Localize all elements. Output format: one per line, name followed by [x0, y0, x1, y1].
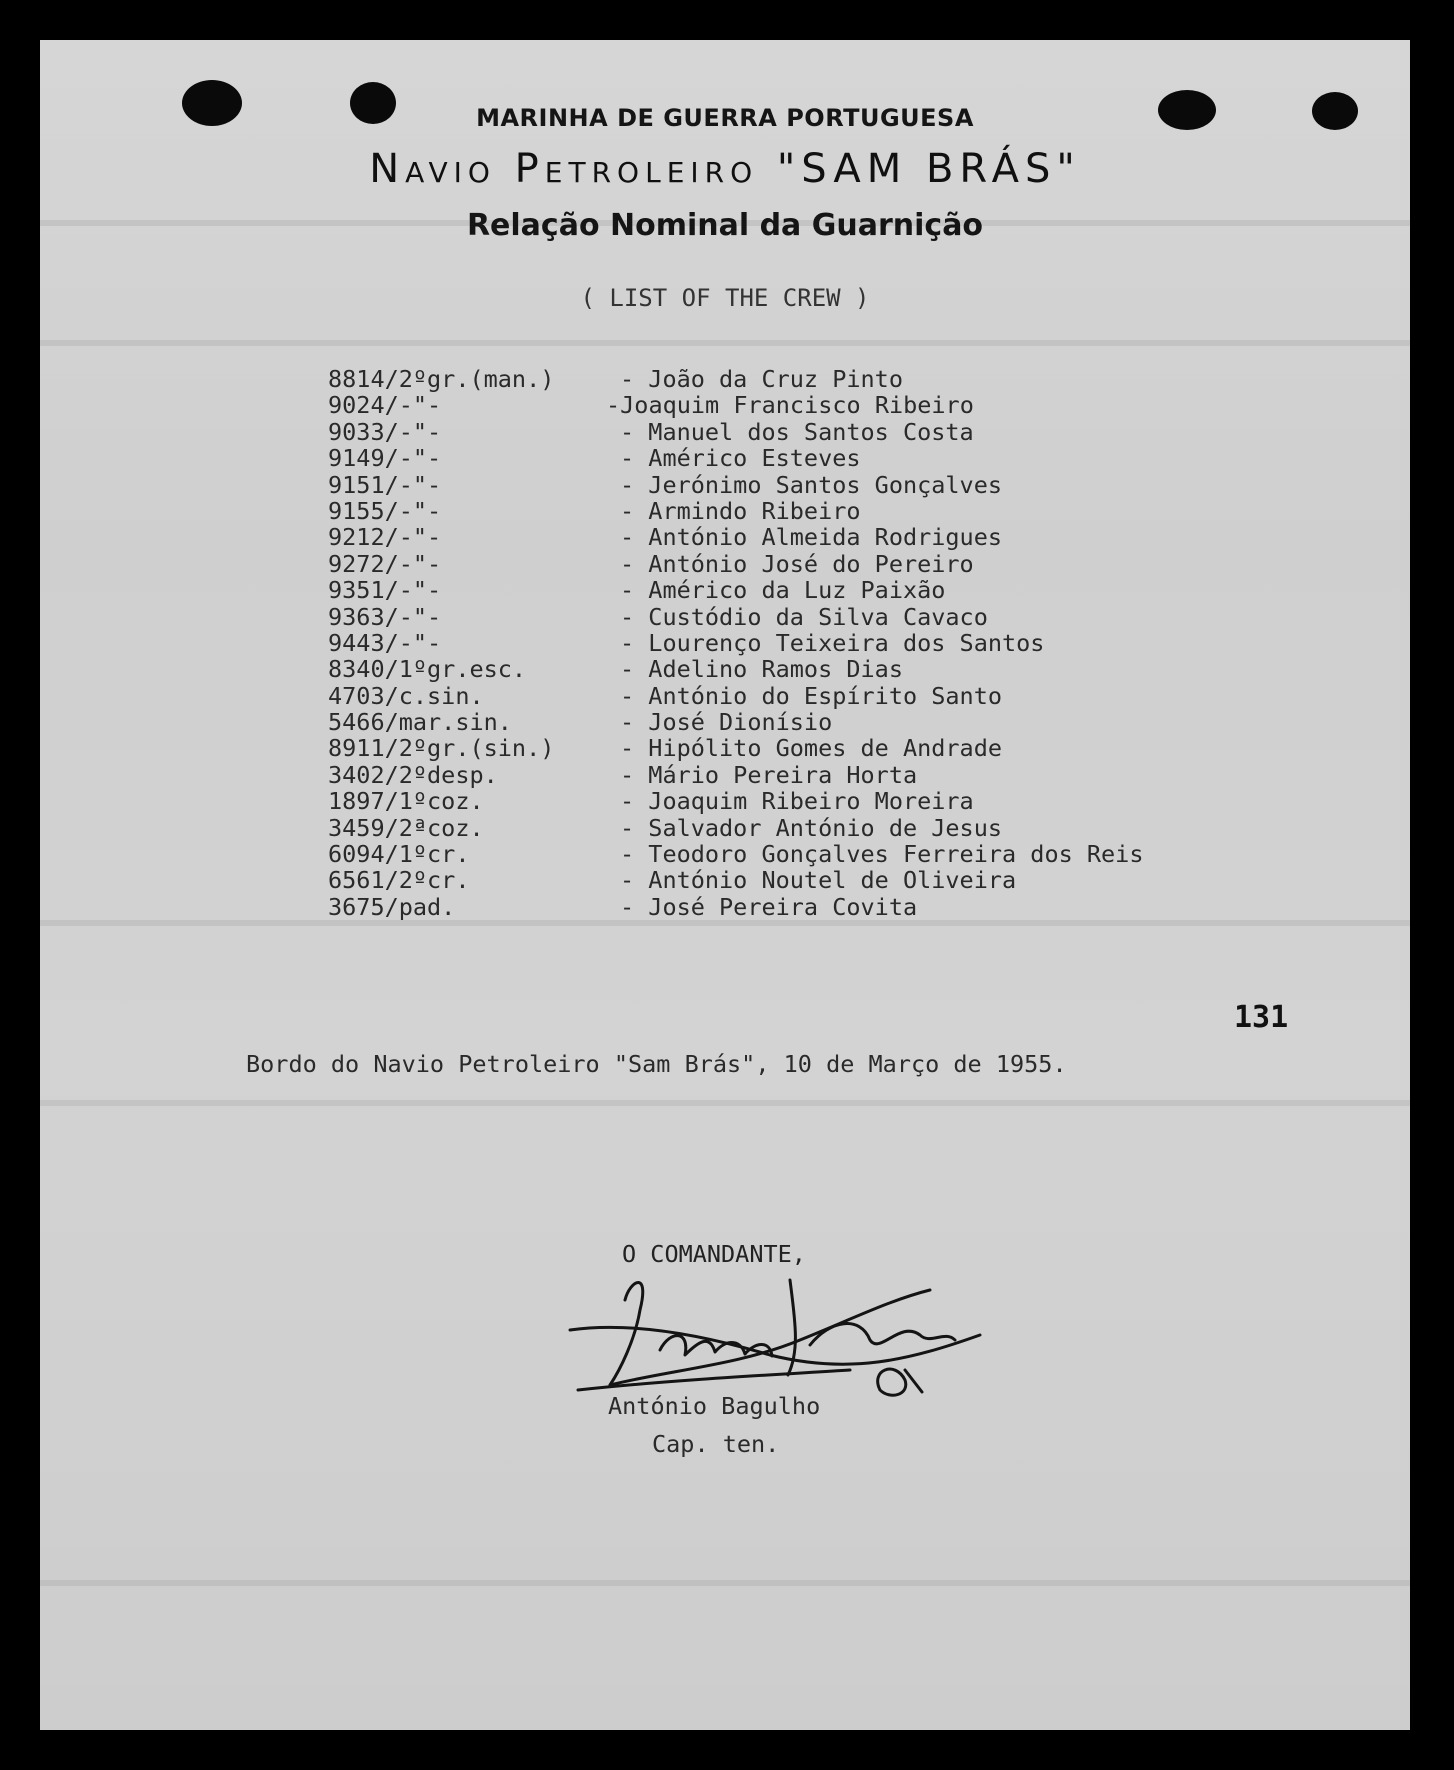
list-subtitle: ( LIST OF THE CREW )	[580, 284, 870, 312]
paper-streak	[40, 340, 1410, 346]
crew-code: 9272/-"-	[328, 549, 442, 578]
crew-name: - António Almeida Rodrigues	[620, 523, 1003, 552]
paper-streak	[40, 1100, 1410, 1106]
place-and-date: Bordo do Navio Petroleiro "Sam Brás", 10 de Março de 1955.	[246, 1050, 1067, 1078]
crew-row	[328, 577, 1328, 603]
crew-row	[328, 656, 1328, 682]
document-page	[40, 40, 1410, 1730]
crew-name: - Lourenço Teixeira dos Santos	[620, 628, 1045, 657]
crew-row	[328, 419, 1328, 445]
crew-name: - Adelino Ramos Dias	[620, 655, 903, 684]
crew-code: 3675/pad.	[328, 892, 456, 921]
crew-name: - Teodoro Gonçalves Ferreira dos Reis	[620, 840, 1144, 869]
commander-title: O COMANDANTE,	[622, 1240, 806, 1268]
crew-name: - João da Cruz Pinto	[620, 365, 903, 393]
crew-code: 9351/-"-	[328, 576, 442, 605]
crew-row	[328, 472, 1328, 498]
crew-code: 6094/1ºcr.	[328, 840, 470, 869]
crew-name: - Américo Esteves	[620, 444, 861, 473]
crew-row	[328, 815, 1328, 841]
crew-name: - Joaquim Ribeiro Moreira	[620, 787, 974, 816]
crew-row	[328, 867, 1328, 893]
ship-heading: Navio Petroleiro "SAM BRÁS"	[369, 146, 1081, 192]
crew-code: 9443/-"-	[328, 628, 442, 657]
crew-row	[328, 604, 1328, 630]
crew-row	[328, 894, 1328, 920]
crew-code: 9033/-"-	[328, 417, 442, 446]
crew-code: 9155/-"-	[328, 496, 442, 525]
crew-name: - Salvador António de Jesus	[620, 813, 1003, 842]
crew-code: 9363/-"-	[328, 602, 442, 631]
paper-streak	[40, 1580, 1410, 1586]
crew-code: 9212/-"-	[328, 523, 442, 552]
crew-row	[328, 762, 1328, 788]
crew-list	[328, 366, 1328, 920]
crew-name: - José Pereira Covita	[620, 892, 918, 921]
crew-code: 8911/2ºgr.(sin.)	[328, 734, 555, 763]
crew-code: 1897/1ºcoz.	[328, 787, 484, 816]
crew-row	[328, 709, 1328, 735]
crew-name: -Joaquim Francisco Ribeiro	[606, 391, 974, 420]
crew-name: - Mário Pereira Horta	[620, 760, 918, 789]
crew-code: 3402/2ºdesp.	[328, 760, 498, 789]
crew-code: 8814/2ºgr.(man.)	[328, 365, 555, 393]
crew-code: 3459/2ªcoz.	[328, 813, 484, 842]
crew-row	[328, 735, 1328, 761]
crew-code: 5466/mar.sin.	[328, 708, 512, 737]
crew-name: - Hipólito Gomes de Andrade	[620, 734, 1003, 763]
crew-name: - Custódio da Silva Cavaco	[620, 602, 988, 631]
crew-row	[328, 683, 1328, 709]
crew-name: - Américo da Luz Paixão	[620, 576, 946, 605]
signer-name: António Bagulho	[608, 1392, 821, 1420]
crew-row	[328, 841, 1328, 867]
page-number: 131	[1234, 1000, 1289, 1035]
organization-heading: MARINHA DE GUERRA PORTUGUESA	[476, 104, 974, 132]
crew-name: - António Noutel de Oliveira	[620, 866, 1017, 895]
crew-name: - Armindo Ribeiro	[620, 496, 861, 525]
crew-name: - José Dionísio	[620, 708, 833, 737]
signer-rank: Cap. ten.	[652, 1430, 780, 1458]
crew-code: 4703/c.sin.	[328, 681, 484, 710]
crew-name: - António José do Pereiro	[620, 549, 974, 578]
crew-row	[328, 498, 1328, 524]
crew-row	[328, 366, 1328, 392]
crew-code: 6561/2ºcr.	[328, 866, 470, 895]
crew-row	[328, 551, 1328, 577]
crew-code: 9149/-"-	[328, 444, 442, 473]
paper-streak	[40, 920, 1410, 926]
crew-code: 9151/-"-	[328, 470, 442, 499]
crew-row	[328, 788, 1328, 814]
crew-name: - António do Espírito Santo	[620, 681, 1003, 710]
crew-code: 9024/-"-	[328, 391, 442, 420]
crew-row	[328, 630, 1328, 656]
crew-row	[328, 524, 1328, 550]
crew-name: - Manuel dos Santos Costa	[620, 417, 974, 446]
crew-row	[328, 445, 1328, 471]
crew-code: 8340/1ºgr.esc.	[328, 655, 527, 684]
list-title: Relação Nominal da Guarnição	[466, 208, 984, 243]
crew-row	[328, 392, 1328, 418]
crew-name: - Jerónimo Santos Gonçalves	[620, 470, 1003, 499]
